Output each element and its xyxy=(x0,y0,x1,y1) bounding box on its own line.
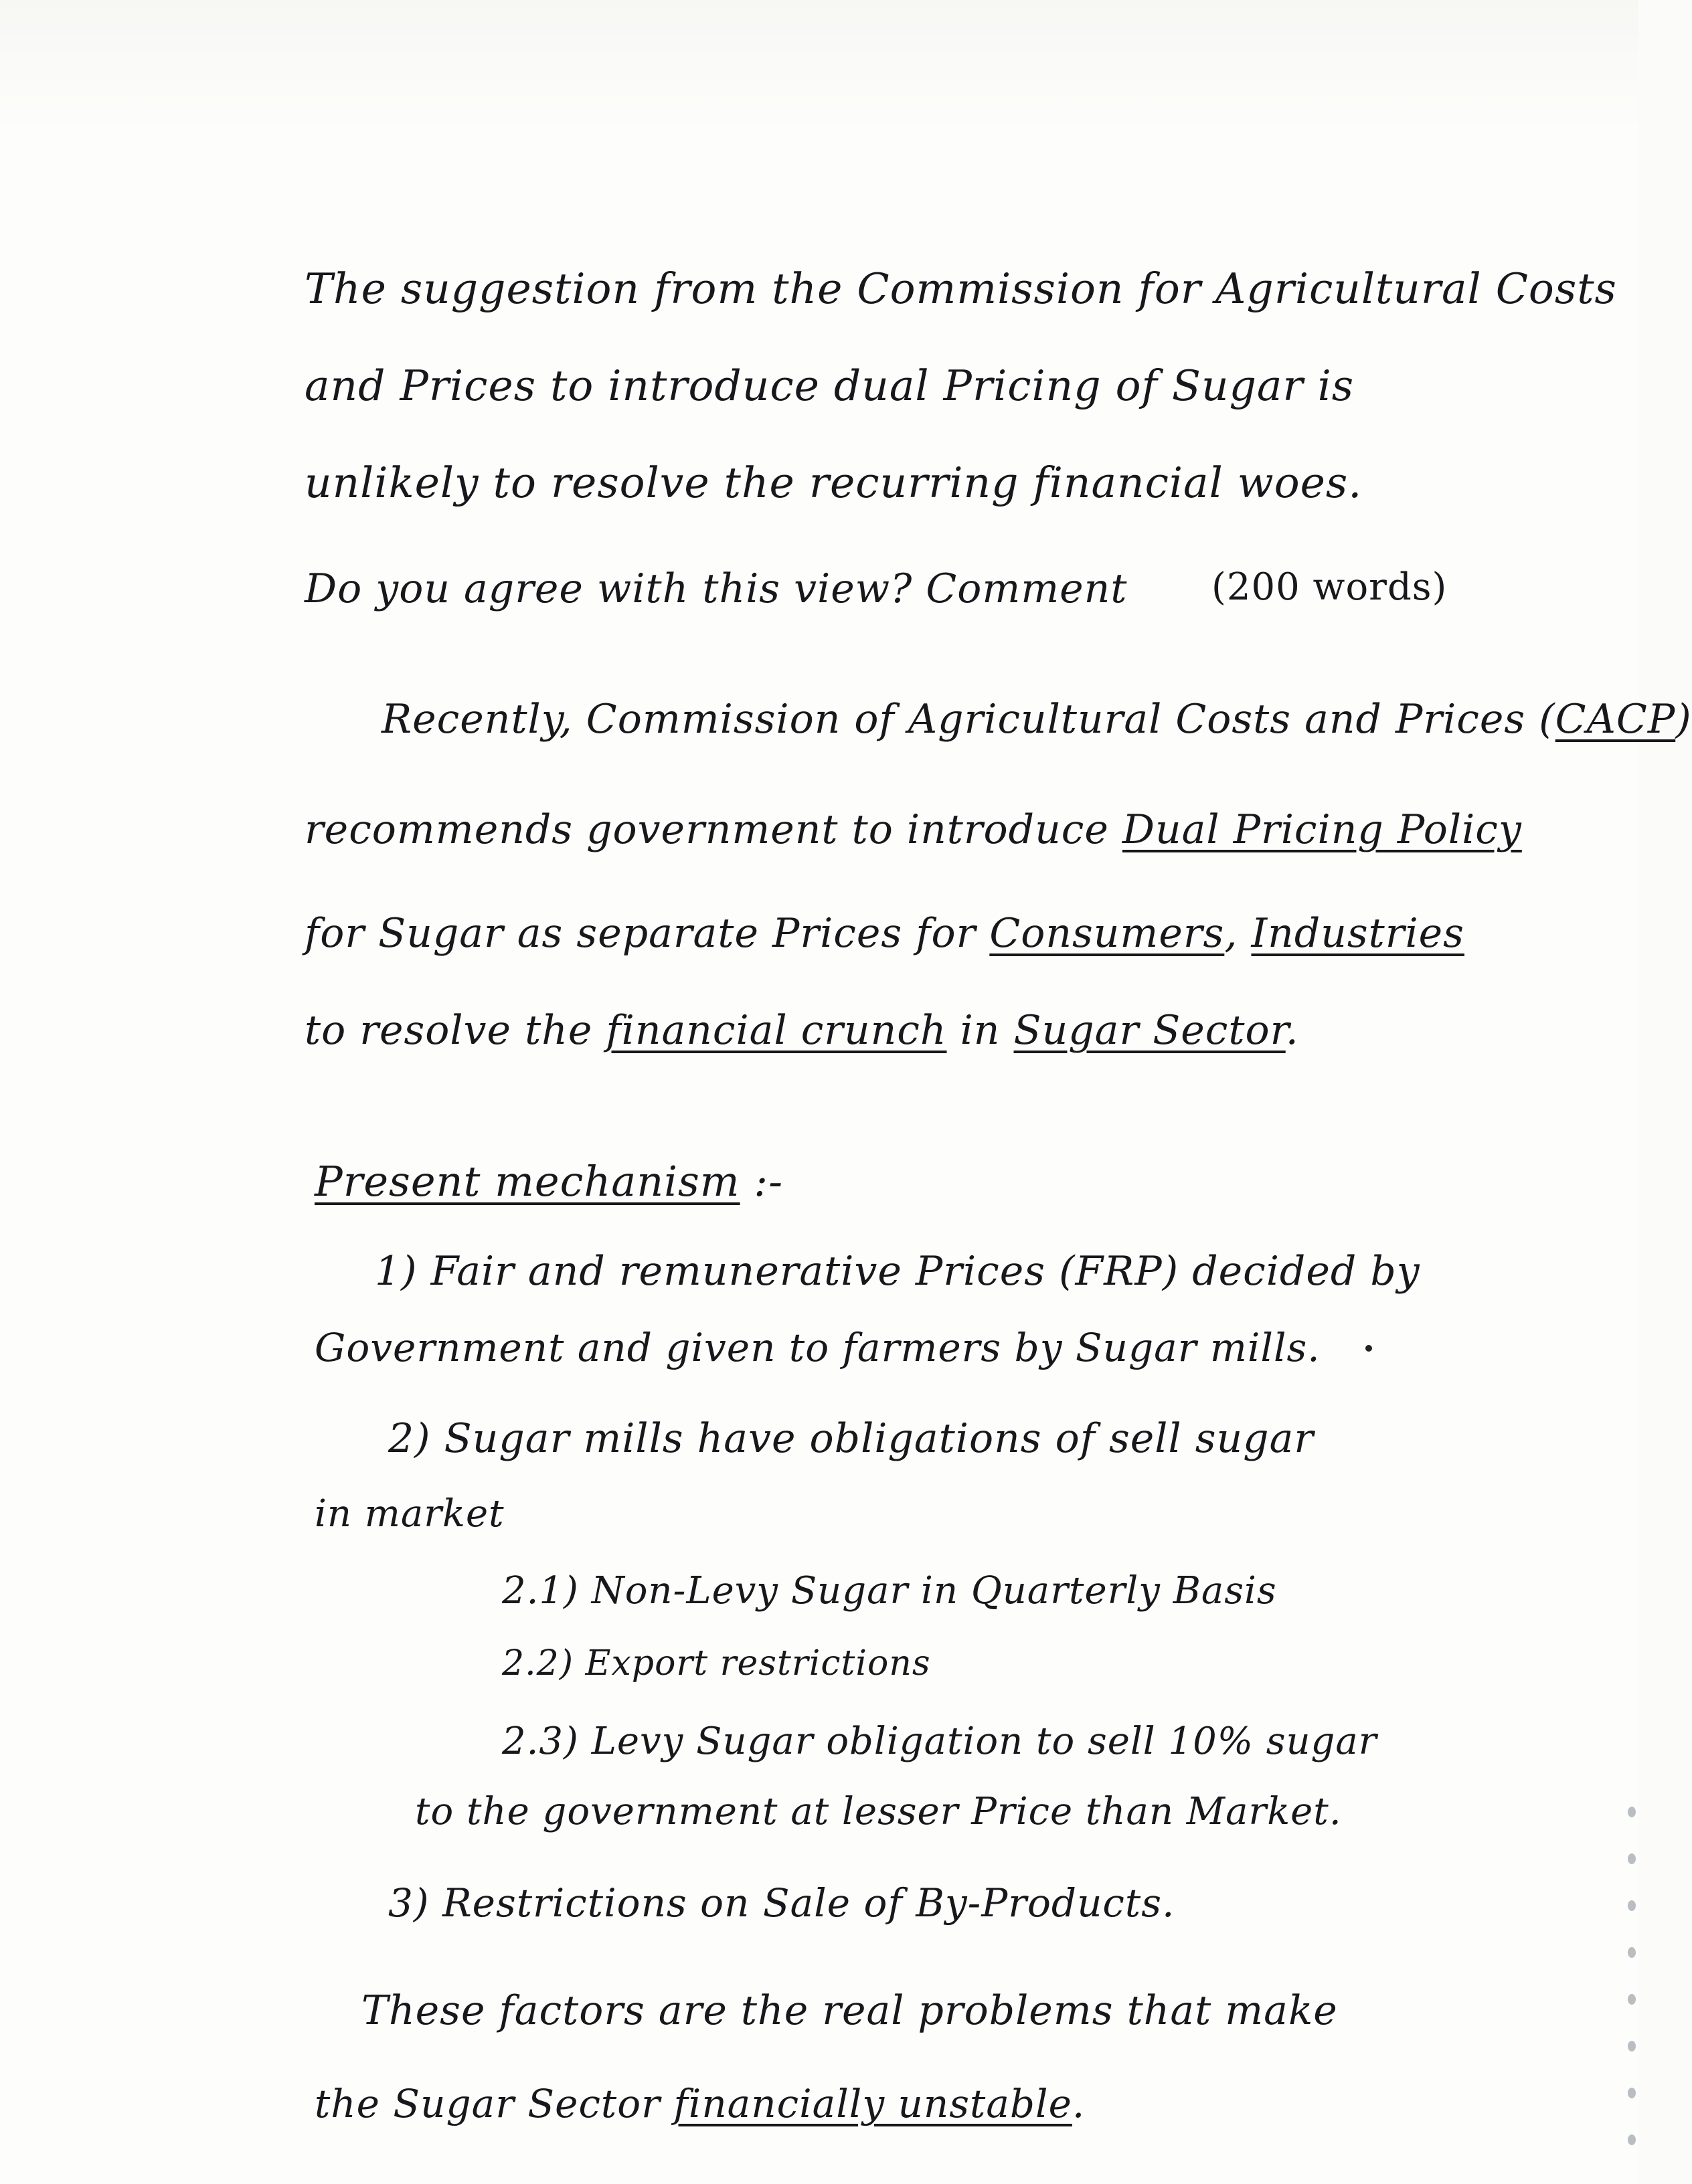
abbr-cacp: CACP xyxy=(1555,696,1676,743)
binding-hole xyxy=(1628,1994,1636,2005)
conclusion-line-2-text: the Sugar Sector xyxy=(315,2081,674,2126)
intro-line-4-text: to resolve the xyxy=(305,1007,606,1054)
conclusion-line-2 xyxy=(315,2081,1086,2126)
binding-hole xyxy=(1628,1947,1636,1958)
conclusion-line-2-end: . xyxy=(1072,2081,1086,2126)
question-line-4: Do you agree with this view? Comment xyxy=(305,565,1128,612)
point-2-line-1: 2) Sugar mills have obligations of sell sugar xyxy=(388,1415,1315,1462)
binding-hole xyxy=(1628,2088,1636,2098)
dual-pricing-policy: Dual Pricing Policy xyxy=(1122,806,1522,853)
sugar-sector-term: Sugar Sector xyxy=(1013,1007,1286,1054)
mechanism-heading xyxy=(315,1157,784,1206)
point-1-line-2: Government and given to farmers by Sugar mills. xyxy=(315,1325,1321,1370)
point-2-3-line-2: to the government at lesser Price than Market. xyxy=(415,1790,1342,1833)
point-2-3-line-1: 2.3) Levy Sugar obligation to sell 10% sugar xyxy=(502,1720,1377,1763)
intro-line-3 xyxy=(305,910,1464,957)
intro-line-3-sep: , xyxy=(1224,910,1252,957)
intro-line-3-text: for Sugar as separate Prices for xyxy=(305,910,990,957)
intro-line-2 xyxy=(305,806,1522,853)
binding-hole xyxy=(1628,2041,1636,2052)
intro-line-4-mid: in xyxy=(946,1007,1014,1054)
financially-unstable-term: financially unstable xyxy=(673,2081,1072,2126)
intro-line-1 xyxy=(382,696,1692,743)
industries-term: Industries xyxy=(1251,910,1464,957)
point-2-line-2: in market xyxy=(315,1492,505,1536)
point-2-2: 2.2) Export restrictions xyxy=(502,1643,931,1683)
consumers-term: Consumers xyxy=(989,910,1225,957)
binding-hole xyxy=(1628,1900,1636,1911)
point-2-1: 2.1) Non-Levy Sugar in Quarterly Basis xyxy=(502,1569,1277,1613)
intro-line-4 xyxy=(305,1007,1299,1054)
mechanism-heading-suffix: :- xyxy=(754,1157,784,1206)
point-1-line-1: 1) Fair and remunerative Prices (FRP) decided by xyxy=(375,1248,1420,1295)
binding-hole xyxy=(1628,1853,1636,1864)
intro-line-1-text: Recently, Commission of Agricultural Costs and Prices ( xyxy=(382,696,1555,743)
mechanism-heading-text: Present mechanism xyxy=(315,1157,740,1206)
binding-hole xyxy=(1628,2134,1636,2145)
financial-crunch-term: financial crunch xyxy=(606,1007,947,1054)
question-line-2: and Prices to introduce dual Pricing of Sugar is xyxy=(305,361,1355,410)
conclusion-line-1: These factors are the real problems that make xyxy=(361,1987,1338,2034)
intro-line-1-close: ) xyxy=(1675,696,1692,743)
stray-ink-dot xyxy=(1365,1345,1372,1352)
binding-hole xyxy=(1628,1807,1636,1817)
word-limit: (200 words) xyxy=(1211,565,1448,609)
question-line-3: unlikely to resolve the recurring financial woes. xyxy=(305,458,1363,507)
binding-holes xyxy=(1621,1807,1638,2181)
intro-line-2-text: recommends government to introduce xyxy=(305,806,1122,853)
question-line-1: The suggestion from the Commission for Agricultural Costs xyxy=(305,264,1617,313)
intro-line-4-end: . xyxy=(1285,1007,1299,1054)
point-3: 3) Restrictions on Sale of By-Products. xyxy=(388,1880,1175,1926)
